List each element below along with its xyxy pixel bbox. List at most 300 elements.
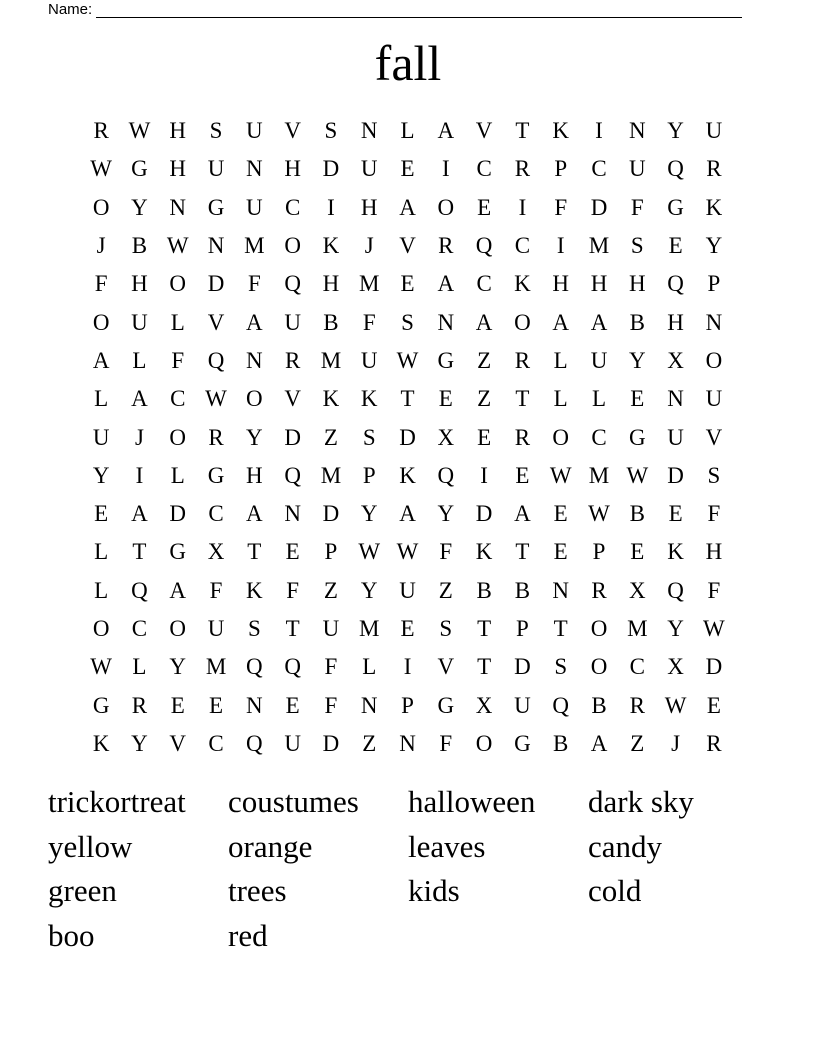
grid-letter: K	[322, 386, 340, 412]
grid-letter: E	[400, 616, 415, 641]
grid-letter: V	[705, 424, 723, 450]
grid-letter: I	[556, 233, 565, 259]
grid-row	[82, 189, 734, 227]
grid-letter: P	[707, 271, 721, 297]
word-list	[48, 780, 768, 959]
grid-letter: Y	[628, 347, 646, 373]
grid-letter: U	[207, 616, 225, 641]
grid-letter: O	[169, 424, 187, 450]
grid-letter: U	[360, 156, 378, 182]
grid-letter: W	[396, 347, 419, 373]
grid-letter: Q	[284, 654, 301, 680]
grid-letter: L	[170, 462, 185, 488]
grid-letter: L	[132, 347, 147, 373]
grid-letter: A	[437, 118, 455, 144]
grid-letter: R	[131, 692, 148, 718]
word-list-item: red	[228, 918, 268, 954]
grid-letter: B	[591, 692, 607, 718]
grid-letter: Y	[667, 118, 684, 144]
grid-letter: Z	[362, 730, 377, 756]
grid-letter: L	[170, 309, 185, 335]
grid-letter: P	[362, 462, 376, 488]
grid-letter: N	[552, 577, 570, 603]
grid-letter: F	[324, 654, 338, 680]
grid-letter: E	[553, 539, 568, 565]
grid-row	[82, 648, 734, 686]
grid-letter: N	[246, 347, 263, 373]
grid-letter: H	[131, 271, 148, 297]
grid-letter: F	[439, 730, 453, 756]
grid-row	[82, 686, 734, 724]
grid-letter: K	[552, 118, 570, 144]
grid-letter: G	[437, 692, 455, 718]
grid-letter: X	[667, 654, 684, 680]
grid-letter: L	[94, 386, 109, 412]
grid-letter: E	[438, 386, 453, 412]
grid-letter: Y	[437, 501, 455, 527]
grid-letter: K	[322, 233, 340, 259]
grid-letter: Z	[323, 424, 338, 450]
grid-row	[82, 227, 734, 265]
grid-letter: K	[514, 271, 531, 297]
grid-row	[82, 418, 734, 456]
grid-letter: Y	[92, 462, 110, 488]
grid-letter: W	[626, 462, 649, 488]
grid-letter: Y	[246, 424, 263, 450]
grid-row	[82, 342, 734, 380]
grid-row	[82, 457, 734, 495]
grid-letter: K	[667, 539, 684, 565]
page-title: fall	[374, 35, 442, 91]
grid-letter: W	[166, 233, 189, 259]
grid-letter: H	[284, 156, 301, 182]
grid-letter: M	[320, 462, 342, 488]
grid-letter: O	[92, 194, 110, 220]
grid-letter: B	[553, 730, 569, 756]
grid-letter: E	[285, 692, 300, 718]
grid-letter: C	[476, 271, 492, 297]
grid-letter: F	[362, 309, 376, 335]
grid-letter: A	[590, 730, 608, 756]
grid-letter: G	[207, 194, 225, 220]
grid-letter: P	[324, 539, 338, 565]
grid-letter: I	[518, 194, 527, 220]
grid-letter: C	[591, 156, 607, 182]
grid-letter: Y	[131, 730, 148, 756]
grid-letter: W	[358, 539, 381, 565]
word-list-item: dark sky	[588, 784, 694, 819]
grid-letter: O	[437, 194, 455, 220]
word-list-item: trees	[228, 873, 287, 909]
grid-letter: U	[590, 347, 608, 373]
grid-letter: I	[327, 194, 335, 220]
grid-row	[82, 265, 734, 303]
grid-letter: D	[322, 501, 340, 527]
grid-letter: K	[246, 577, 263, 603]
grid-letter: T	[477, 616, 492, 641]
grid-letter: O	[552, 424, 570, 450]
word-list-item: coustumes	[228, 784, 359, 819]
grid-letter: A	[399, 194, 416, 220]
grid-letter: A	[590, 309, 608, 335]
grid-letter: Q	[207, 347, 225, 373]
grid-letter: W	[90, 156, 112, 182]
grid-letter: P	[401, 692, 414, 718]
grid-letter: W	[664, 692, 687, 718]
grid-letter: F	[286, 577, 300, 603]
grid-letter: J	[671, 730, 681, 756]
grid-letter: O	[92, 309, 110, 335]
grid-letter: U	[705, 118, 723, 144]
grid-letter: J	[96, 233, 106, 259]
word-list-item: trickortreat	[48, 784, 186, 819]
grid-letter: U	[246, 194, 263, 220]
grid-letter: U	[705, 386, 723, 412]
grid-letter: E	[668, 233, 683, 259]
grid-letter: L	[132, 654, 147, 680]
grid-letter: I	[135, 462, 144, 488]
grid-letter: D	[475, 501, 493, 527]
grid-letter: R	[93, 118, 109, 144]
grid-letter: X	[207, 539, 225, 565]
grid-letter: X	[437, 424, 455, 450]
grid-letter: K	[399, 462, 416, 488]
grid-letter: I	[441, 156, 450, 182]
grid-letter: T	[247, 539, 262, 565]
grid-letter: U	[92, 424, 110, 450]
grid-letter: Q	[131, 577, 148, 603]
grid-letter: B	[476, 577, 492, 603]
grid-letter: D	[207, 271, 225, 297]
grid-letter: P	[592, 539, 606, 565]
grid-letter: D	[322, 730, 340, 756]
grid-letter: O	[475, 730, 493, 756]
grid-letter: Y	[360, 577, 378, 603]
grid-letter: D	[590, 194, 608, 220]
grid-letter: M	[588, 462, 610, 488]
grid-letter: S	[362, 424, 376, 450]
grid-letter: H	[552, 271, 570, 297]
grid-letter: T	[400, 386, 415, 412]
grid-letter: Z	[438, 577, 453, 603]
grid-letter: V	[475, 118, 493, 144]
grid-letter: Q	[667, 156, 684, 182]
grid-letter: O	[590, 616, 608, 641]
grid-letter: T	[515, 386, 530, 412]
grid-letter: U	[399, 577, 416, 603]
grid-letter: O	[514, 309, 531, 335]
grid-letter: R	[706, 156, 722, 182]
grid-letter: D	[667, 462, 684, 488]
grid-letter: E	[630, 386, 645, 412]
grid-letter: S	[324, 118, 338, 144]
grid-letter: E	[209, 692, 224, 718]
grid-letter: L	[94, 577, 109, 603]
grid-letter: Q	[246, 654, 263, 680]
grid-letter: D	[705, 654, 723, 680]
grid-row	[82, 495, 734, 533]
grid-letter: Y	[131, 194, 148, 220]
grid-letter: O	[92, 616, 110, 641]
grid-letter: N	[628, 118, 646, 144]
grid-letter: S	[439, 616, 453, 641]
grid-letter: O	[284, 233, 301, 259]
grid-letter: U	[246, 118, 263, 144]
grid-letter: F	[439, 539, 453, 565]
grid-letter: Q	[552, 692, 570, 718]
name-label: Name:	[48, 1, 93, 18]
grid-letter: X	[475, 692, 493, 718]
grid-letter: E	[668, 501, 683, 527]
grid-letter: M	[205, 654, 227, 680]
grid-letter: U	[628, 156, 646, 182]
grid-letter: J	[134, 424, 144, 450]
grid-letter: H	[705, 539, 723, 565]
grid-letter: L	[591, 386, 607, 412]
word-list-item: cold	[588, 873, 642, 909]
grid-letter: W	[703, 616, 725, 641]
grid-letter: B	[131, 233, 148, 259]
grid-letter: Q	[437, 462, 455, 488]
grid-row	[82, 112, 734, 150]
grid-letter: J	[364, 233, 374, 259]
grid-letter: H	[360, 194, 378, 220]
grid-letter: U	[207, 156, 225, 182]
grid-letter: N	[437, 309, 455, 335]
word-list-item: kids	[408, 873, 460, 909]
grid-letter: O	[590, 654, 608, 680]
grid-letter: R	[208, 424, 224, 450]
grid-letter: G	[207, 462, 225, 488]
grid-letter: B	[629, 309, 645, 335]
grid-letter: V	[169, 730, 187, 756]
grid-letter: H	[322, 271, 340, 297]
word-list-item: boo	[48, 918, 95, 954]
grid-letter: A	[552, 309, 570, 335]
grid-letter: A	[246, 309, 263, 335]
grid-letter: U	[322, 616, 340, 641]
grid-letter: M	[588, 233, 610, 259]
grid-letter: M	[359, 271, 380, 297]
grid-letter: X	[628, 577, 646, 603]
grid-letter: R	[591, 577, 607, 603]
grid-letter: U	[284, 730, 301, 756]
grid-letter: O	[169, 616, 187, 641]
grid-letter: D	[322, 156, 340, 182]
grid-letter: R	[438, 233, 454, 259]
grid-letter: B	[514, 577, 531, 603]
grid-letter: A	[475, 309, 493, 335]
grid-letter: S	[554, 654, 568, 680]
grid-letter: P	[554, 156, 568, 182]
grid-letter: X	[667, 347, 684, 373]
word-list-item: yellow	[48, 828, 133, 864]
word-list-item: green	[48, 873, 117, 909]
grid-letter: D	[284, 424, 301, 450]
grid-letter: F	[707, 501, 721, 527]
grid-letter: N	[360, 692, 378, 718]
grid-letter: Q	[284, 462, 301, 488]
grid-letter: L	[94, 539, 109, 565]
grid-letter: D	[169, 501, 187, 527]
grid-letter: G	[667, 194, 684, 220]
grid-letter: T	[285, 616, 300, 641]
grid-letter: R	[706, 730, 722, 756]
grid-letter: Z	[477, 347, 492, 373]
grid-letter: T	[515, 539, 530, 565]
grid-letter: G	[437, 347, 455, 373]
grid-letter: E	[515, 462, 530, 488]
grid-letter: S	[247, 616, 261, 641]
grid-letter: A	[514, 501, 531, 527]
grid-letter: U	[284, 309, 301, 335]
grid-letter: A	[437, 271, 455, 297]
grid-letter: I	[403, 654, 412, 680]
grid-letter: R	[284, 347, 301, 373]
grid-letter: H	[628, 271, 646, 297]
grid-letter: T	[477, 654, 492, 680]
grid-letter: M	[627, 616, 648, 641]
grid-letter: A	[169, 577, 187, 603]
grid-letter: E	[94, 501, 109, 527]
grid-letter: T	[553, 616, 568, 641]
grid-letter: N	[207, 233, 225, 259]
grid-letter: Z	[323, 577, 338, 603]
grid-letter: K	[360, 386, 378, 412]
grid-letter: V	[284, 386, 301, 412]
grid-letter: K	[475, 539, 493, 565]
grid-letter: M	[359, 616, 380, 641]
grid-letter: H	[667, 309, 684, 335]
word-list-item: candy	[588, 828, 663, 864]
grid-letter: F	[247, 271, 261, 297]
grid-letter: U	[514, 692, 531, 718]
grid-letter: Q	[667, 577, 684, 603]
grid-letter: H	[169, 156, 187, 182]
grid-letter: Y	[667, 616, 684, 641]
name-blank-line[interactable]	[96, 3, 742, 18]
grid-letter: S	[630, 233, 644, 259]
grid-letter: E	[477, 194, 492, 220]
grid-letter: Z	[477, 386, 492, 412]
grid-letter: I	[595, 118, 603, 144]
grid-letter: M	[244, 233, 265, 259]
grid-letter: G	[131, 156, 148, 182]
grid-letter: B	[629, 501, 645, 527]
grid-letter: G	[628, 424, 646, 450]
grid-row	[82, 150, 734, 188]
grid-letter: E	[706, 692, 721, 718]
grid-row	[82, 303, 734, 341]
grid-letter: P	[516, 616, 529, 641]
grid-letter: N	[169, 194, 187, 220]
grid-letter: N	[246, 692, 263, 718]
name-field-row	[48, 0, 742, 18]
grid-letter: L	[400, 118, 415, 144]
grid-letter: I	[480, 462, 488, 488]
grid-letter: E	[170, 692, 185, 718]
grid-letter: G	[92, 692, 110, 718]
grid-letter: F	[554, 194, 568, 220]
grid-letter: C	[208, 501, 224, 527]
grid-letter: A	[131, 501, 148, 527]
grid-letter: R	[514, 156, 531, 182]
grid-letter: L	[553, 347, 568, 373]
grid-row	[82, 725, 734, 763]
grid-row	[82, 572, 734, 610]
grid-letter: O	[705, 347, 723, 373]
grid-letter: Z	[630, 730, 645, 756]
grid-row	[82, 533, 734, 571]
grid-letter: S	[401, 309, 414, 335]
grid-letter: A	[131, 386, 148, 412]
grid-letter: Q	[246, 730, 263, 756]
grid-letter: N	[705, 309, 723, 335]
grid-letter: W	[396, 539, 419, 565]
grid-letter: A	[246, 501, 263, 527]
grid-letter: T	[132, 539, 147, 565]
grid-letter: R	[514, 347, 531, 373]
grid-letter: C	[476, 156, 492, 182]
grid-letter: Q	[667, 271, 684, 297]
grid-letter: E	[400, 156, 415, 182]
grid-letter: G	[169, 539, 187, 565]
grid-letter: D	[399, 424, 416, 450]
grid-letter: C	[208, 730, 224, 756]
grid-letter: H	[246, 462, 263, 488]
grid-letter: Q	[284, 271, 301, 297]
grid-letter: C	[514, 233, 531, 259]
grid-letter: F	[171, 347, 185, 373]
grid-letter: F	[707, 577, 721, 603]
grid-letter: D	[514, 654, 531, 680]
grid-letter: E	[400, 271, 415, 297]
grid-letter: V	[437, 654, 455, 680]
grid-letter: N	[246, 156, 263, 182]
word-list-item: orange	[228, 828, 313, 864]
grid-letter: W	[205, 386, 227, 412]
grid-letter: Y	[169, 654, 187, 680]
grid-letter: A	[92, 347, 110, 373]
grid-letter: V	[284, 118, 301, 144]
grid-letter: Y	[705, 233, 723, 259]
grid-letter: E	[630, 539, 645, 565]
grid-letter: F	[324, 692, 338, 718]
grid-letter: N	[360, 118, 378, 144]
grid-letter: C	[284, 194, 301, 220]
grid-letter: L	[362, 654, 377, 680]
grid-letter: Q	[475, 233, 493, 259]
grid-letter: F	[94, 271, 108, 297]
grid-letter: W	[128, 118, 151, 144]
grid-letter: T	[515, 118, 530, 144]
grid-letter: U	[360, 347, 378, 373]
grid-letter: V	[399, 233, 416, 259]
grid-letter: F	[209, 577, 223, 603]
grid-letter: W	[549, 462, 572, 488]
grid-letter: O	[246, 386, 263, 412]
grid-letter: W	[588, 501, 610, 527]
word-list-item: halloween	[408, 784, 536, 819]
grid-letter: N	[667, 386, 684, 412]
grid-row	[82, 610, 734, 648]
grid-letter: F	[630, 194, 644, 220]
word-list-item: leaves	[408, 828, 486, 864]
grid-letter: U	[667, 424, 684, 450]
grid-letter: R	[629, 692, 645, 718]
grid-letter: N	[284, 501, 301, 527]
grid-letter: E	[477, 424, 492, 450]
